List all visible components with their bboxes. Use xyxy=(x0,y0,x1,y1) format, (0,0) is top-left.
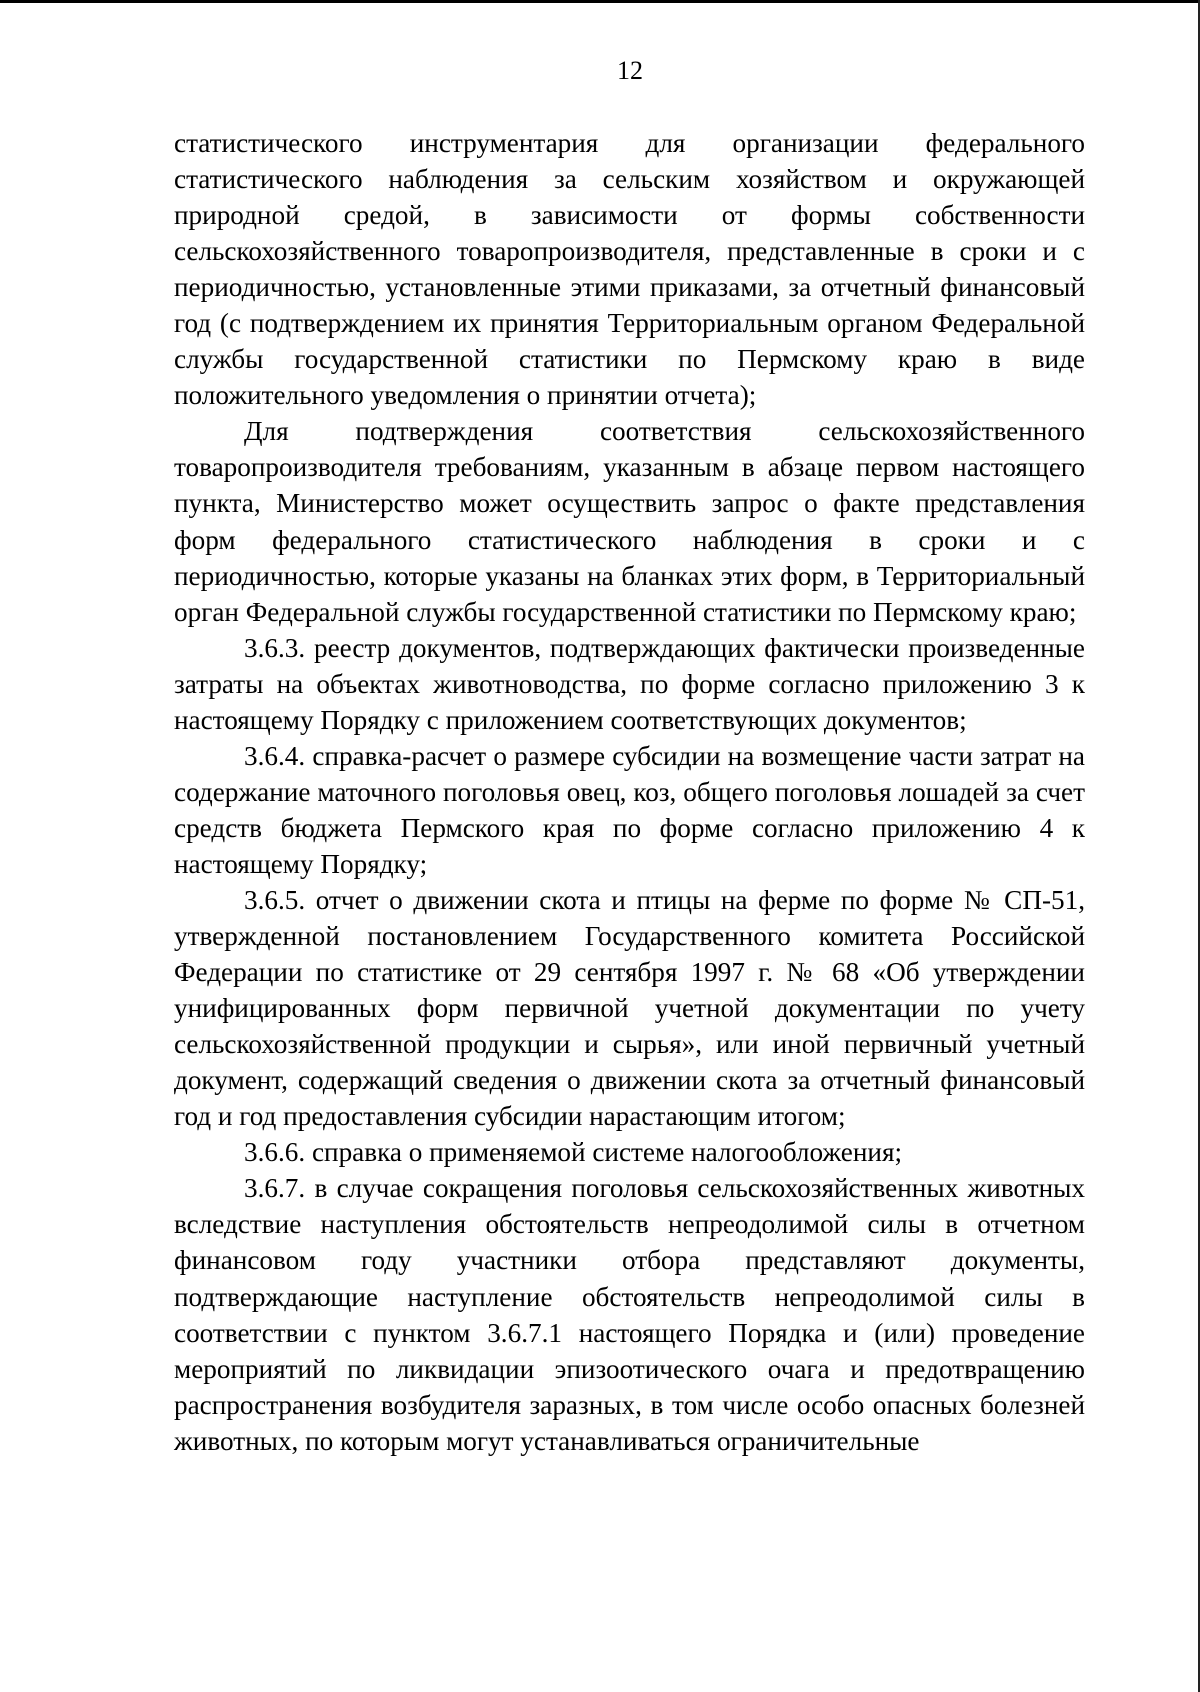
paragraph-3-6-4: 3.6.4. справка-расчет о размере субсидии на возмещение части затрат на содержание маточного поголовья овец, коз, общего поголовья лошадей за счет средств бюджета Пермского края по форме согласно приложению 4 к настоящему Порядку; xyxy=(174,740,1085,879)
paragraph-3-6-5: 3.6.5. отчет о движении скота и птицы на ферме по форме № СП-51, утвержденной постановлением Государственного комитета Российской Федерации по статистике от 29 сентября 1997 г. № 68 «Об утверждении унифицированных форм первичной учетной документации по учету сельскохозяйственной продукции и сырья», или иной первичный учетный документ, содержащий сведения о движении скота за отчетный финансовый год и год предоставления субсидии нарастающим итогом; xyxy=(174,884,1085,1132)
paragraph-confirmation-request: Для подтверждения соответствия сельскохозяйственного товаропроизводителя требованиям, указанным в абзаце первом настоящего пункта, Министерство может осуществить запрос о факте представления форм федерального статистического наблюдения в сроки и с периодичностью, которые указаны на бланках этих форм, в Территориальный орган Федеральной службы государственной статистики по Пермскому краю; xyxy=(174,416,1085,627)
paragraph-3-6-6: 3.6.6. справка о применяемой системе налогообложения; xyxy=(244,1137,903,1168)
scan-edge-top xyxy=(0,0,1200,3)
paragraph-statistical-forms: статистического инструментария для организации федерального статистического наблюдения за сельским хозяйством и окружающей природной средой, в зависимости от формы собственности сельскохозяйственного товаропроизводителя, представленные в сроки и с периодичностью, установленные этими приказами, за отчетный финансовый год (с подтверждением их принятия Территориальным органом Федеральной службы государственной статистики по Пермскому краю в виде положительного уведомления о принятии отчета); xyxy=(174,128,1085,411)
page-number: 12 xyxy=(617,56,643,85)
paragraph-3-6-3: 3.6.3. реестр документов, подтверждающих фактически произведенные затраты на объектах животноводства, по форме согласно приложению 3 к настоящему Порядку с приложением соответствующих документов; xyxy=(174,632,1085,735)
body-text xyxy=(174,125,1085,1459)
paragraph-3-6-7: 3.6.7. в случае сокращения поголовья сельскохозяйственных животных вследствие наступления обстоятельств непреодолимой силы в отчетном финансовом году участники отбора представляют документы, подтверждающие наступление обстоятельств непреодолимой силы в соответствии с пунктом 3.6.7.1 настоящего Порядка и (или) проведение мероприятий по ликвидации эпизоотического очага и предотвращению распространения возбудителя заразных, в том числе особо опасных болезней животных, по которым могут устанавливаться ограничительные xyxy=(174,1173,1085,1456)
